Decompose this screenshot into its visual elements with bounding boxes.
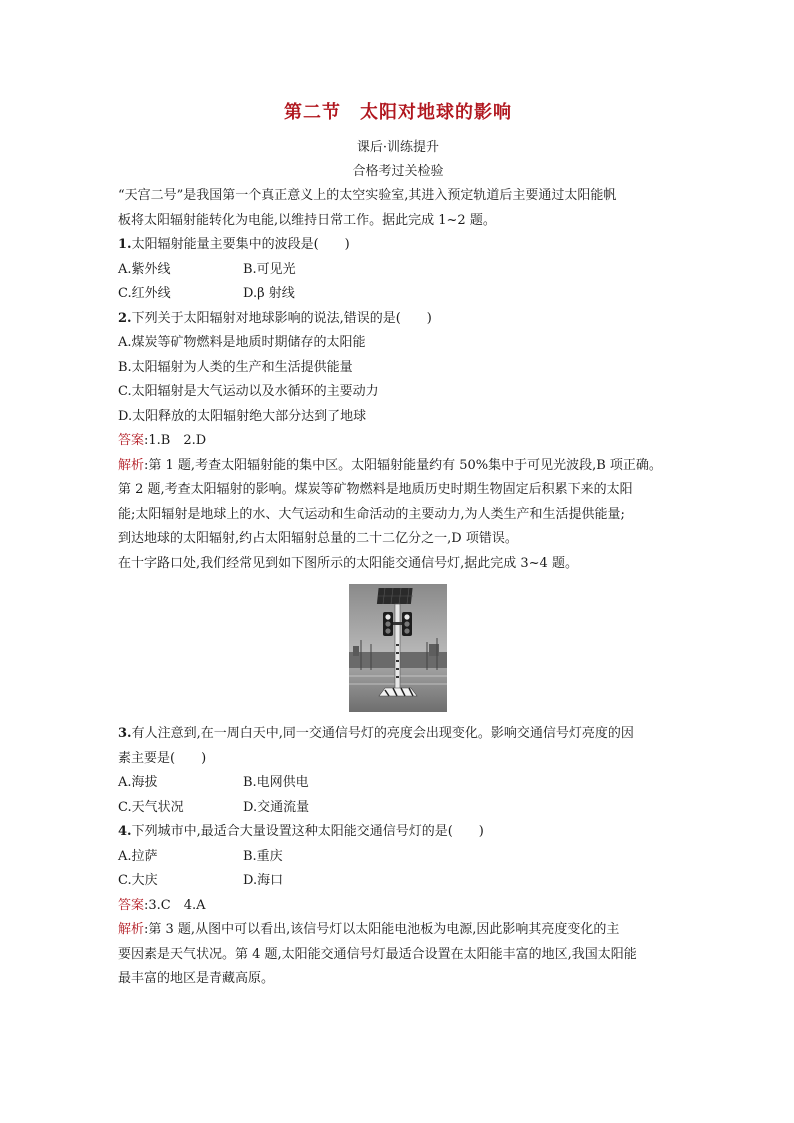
question-4-options-row2: [118, 869, 678, 894]
analysis-1-line2: 第 2 题,考查太阳辐射的影响。煤炭等矿物燃料是地质历史时期生物固定后积累下来的太阳: [118, 482, 633, 497]
intro-line: 板将太阳辐射能转化为电能,以维持日常工作。据此完成 1~2 题。: [118, 212, 496, 228]
option-b: B.重庆: [243, 848, 283, 864]
question-1: [118, 233, 678, 258]
question-3: [118, 722, 678, 747]
question-text: 下列关于太阳辐射对地球影响的说法,错误的是( ): [131, 310, 432, 326]
intro-line: “天宫二号”是我国第一个真正意义上的太空实验室,其进入预定轨道后主要通过太阳能帆: [118, 188, 617, 203]
section-subtitle-2: 合格考过关检验: [352, 164, 444, 179]
question-3-line2: 素主要是( ): [118, 750, 207, 766]
analysis-2-line3: 最丰富的地区是青藏高原。: [118, 971, 275, 986]
question-text: 下列城市中,最适合大量设置这种太阳能交通信号灯的是( ): [131, 824, 484, 839]
intro-paragraph-2: 在十字路口处,我们经常见到如下图所示的太阳能交通信号灯,据此完成 3~4 题。: [118, 555, 578, 571]
option-a: A.煤炭等矿物燃料是地质时期储存的太阳能: [118, 335, 366, 350]
analysis-2: [118, 918, 678, 943]
question-4-options-row1: [118, 845, 678, 870]
question-number: 1.: [118, 237, 132, 252]
option-a: A.紫外线: [118, 261, 171, 277]
option-d: D.太阳释放的太阳辐射绝大部分达到了地球: [118, 408, 367, 424]
answer-text: :1.B 2.D: [144, 433, 207, 448]
option-c: C.太阳辐射是大气运动以及水循环的主要动力: [118, 384, 379, 399]
option-c: C.红外线: [118, 286, 171, 301]
intro-paragraph-1b: [118, 209, 678, 234]
question-number: 2.: [118, 310, 132, 326]
intro-paragraph-1: [118, 184, 678, 209]
section-subtitle: 课后·训练提升: [356, 140, 440, 155]
question-number: 4.: [118, 824, 132, 839]
option-c: C.大庆: [118, 873, 158, 888]
answer-label: 答案: [118, 897, 145, 913]
answer-1: [118, 429, 678, 454]
solar-traffic-light-image: [349, 584, 447, 712]
answer-text: :3.C 4.A: [144, 897, 206, 913]
option-b: B.太阳辐射为人类的生产和生活提供能量: [118, 359, 353, 375]
option-b: B.电网供电: [243, 775, 309, 790]
question-3-options-row2: [118, 796, 678, 821]
option-d: D.交通流量: [243, 799, 310, 815]
option-d: D.海口: [243, 873, 284, 888]
option-b: B.可见光: [243, 261, 296, 277]
document-page: [118, 100, 678, 992]
option-c: C.天气状况: [118, 799, 184, 815]
option-a: A.海拔: [118, 775, 158, 790]
question-1-options-row2: [118, 282, 678, 307]
option-a: A.拉萨: [118, 848, 158, 864]
question-3-options-row1: [118, 771, 678, 796]
question-4: [118, 820, 678, 845]
question-number: 3.: [118, 726, 132, 741]
analysis-1-line4: 到达地球的太阳辐射,约占太阳辐射总量的二十二亿分之一,D 项错误。: [118, 531, 518, 546]
analysis-text: :第 1 题,考查太阳辐射能的集中区。太阳辐射能量约有 50%集中于可见光波段,B 项正确。: [144, 457, 662, 473]
question-1-options-row1: [118, 258, 678, 283]
answer-2: [118, 894, 678, 919]
analysis-1: [118, 454, 678, 479]
analysis-label: 解析: [118, 457, 145, 473]
option-d: D.β 射线: [243, 286, 295, 301]
analysis-label: 解析: [118, 922, 145, 937]
analysis-1-line3: 能;太阳辐射是地球上的水、大气运动和生命活动的主要动力,为人类生产和生活提供能量;: [118, 506, 625, 522]
analysis-text: :第 3 题,从图中可以看出,该信号灯以太阳能电池板为电源,因此影响其亮度变化的主: [144, 922, 620, 937]
answer-label: 答案: [118, 433, 145, 448]
question-text: 太阳辐射能量主要集中的波段是( ): [131, 237, 350, 252]
analysis-2-line2: 要因素是天气状况。第 4 题,太阳能交通信号灯最适合设置在太阳能丰富的地区,我国太阳能: [118, 946, 637, 962]
question-text: 有人注意到,在一周白天中,同一交通信号灯的亮度会出现变化。影响交通信号灯亮度的因: [131, 726, 634, 741]
solar-traffic-light-photo: [349, 584, 447, 712]
question-2: [118, 307, 678, 332]
page-title: 第二节 太阳对地球的影响: [284, 102, 512, 123]
